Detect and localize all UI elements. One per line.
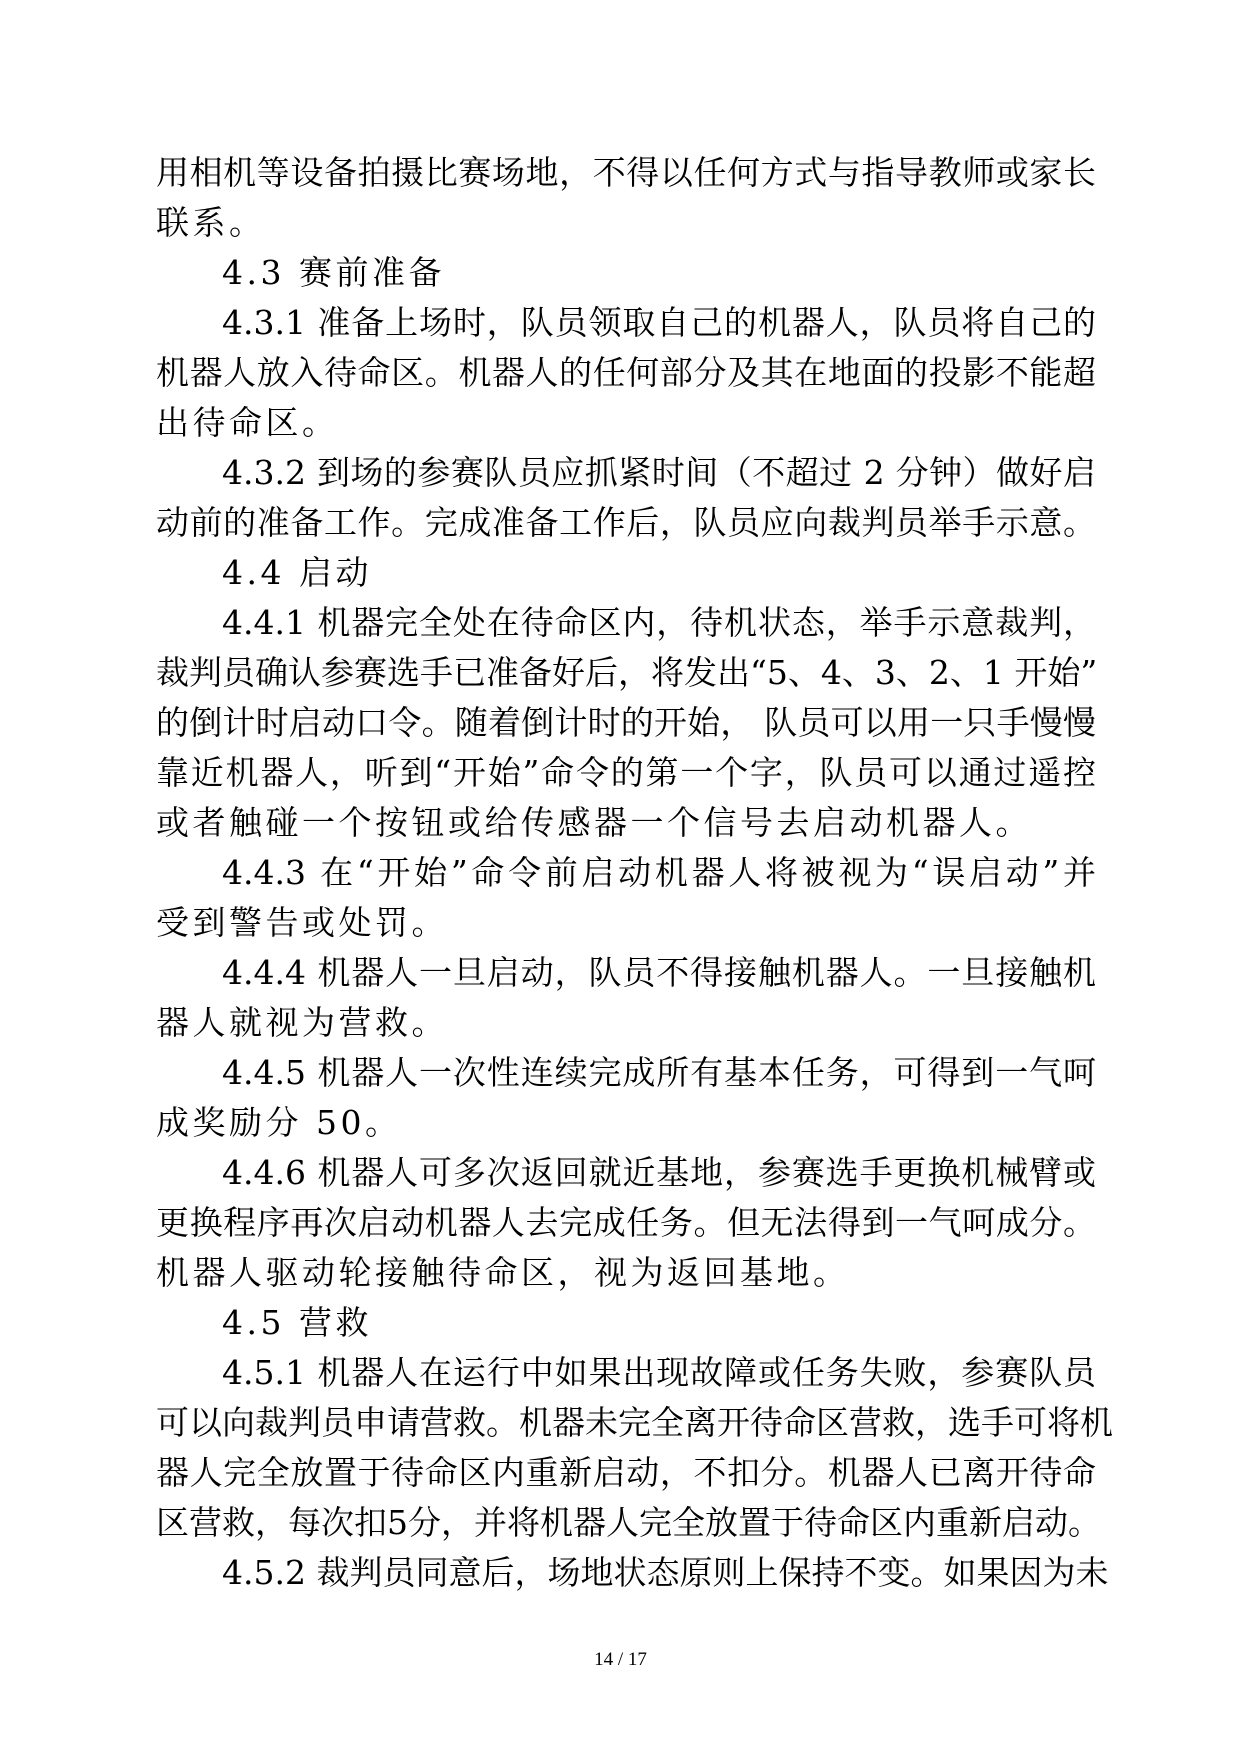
text-line: 4.5.1 机器人在运行中如果出现故障或任务失败，参赛队员 — [222, 1353, 1096, 1392]
text-line: 4.4.6 机器人可多次返回就近基地，参赛选手更换机械臂或 — [222, 1153, 1096, 1192]
text-line: 4.3.2 到场的参赛队员应抓紧时间（不超过 2 分钟）做好启 — [222, 453, 1096, 492]
text-line: 靠近机器人，听到“开始”命令的第一个字，队员可以通过遥控 — [156, 753, 1096, 792]
section-heading: 4.5 营救 — [222, 1303, 372, 1342]
text-line: 4.4.1 机器完全处在待命区内，待机状态，举手示意裁判， — [222, 603, 1096, 642]
document-body — [156, 148, 1113, 1598]
text-line: 用相机等设备拍摄比赛场地，不得以任何方式与指导教师或家长 — [156, 153, 1096, 192]
text-line: 4.4.4 机器人一旦启动，队员不得接触机器人。一旦接触机 — [222, 953, 1096, 992]
text-line: 的倒计时启动口令。随着倒计时的开始， 队员可以用一只手慢慢 — [156, 703, 1096, 742]
text-line: 器人就视为营救。 — [156, 1003, 448, 1042]
text-line: 受到警告或处罚。 — [156, 903, 448, 942]
text-line: 成奖励分 50。 — [156, 1103, 402, 1142]
text-line: 更换程序再次启动机器人去完成任务。但无法得到一气呵成分。 — [156, 1203, 1096, 1242]
text-line: 器人完全放置于待命区内重新启动，不扣分。机器人已离开待命 — [156, 1453, 1096, 1492]
text-line: 区营救，每次扣5分，并将机器人完全放置于待命区内重新启动。 — [156, 1503, 1101, 1542]
text-line: 或者触碰一个按钮或给传感器一个信号去启动机器人。 — [156, 803, 1032, 842]
text-line: 4.4.5 机器人一次性连续完成所有基本任务，可得到一气呵 — [222, 1053, 1096, 1092]
page-number: 14 / 17 — [594, 1649, 647, 1670]
text-line: 4.4.3 在“开始”命令前启动机器人将被视为“误启动”并 — [222, 853, 1096, 892]
text-line: 联系。 — [156, 203, 266, 242]
text-line: 可以向裁判员申请营救。机器未完全离开待命区营救，选手可将机 — [156, 1403, 1113, 1442]
section-heading: 4.4 启动 — [222, 553, 372, 592]
text-line: 机器人驱动轮接触待命区，视为返回基地。 — [156, 1253, 850, 1292]
text-line: 动前的准备工作。完成准备工作后，队员应向裁判员举手示意。 — [156, 503, 1096, 542]
text-line: 出待命区。 — [156, 403, 339, 442]
text-line: 裁判员确认参赛选手已准备好后，将发出“5、4、3、2、1 开始” — [156, 653, 1098, 692]
text-line: 4.5.2 裁判员同意后，场地状态原则上保持不变。如果因为未 — [222, 1553, 1109, 1592]
section-heading: 4.3 赛前准备 — [222, 253, 445, 292]
text-line: 4.3.1 准备上场时，队员领取自己的机器人，队员将自己的 — [222, 303, 1096, 342]
text-line: 机器人放入待命区。机器人的任何部分及其在地面的投影不能超 — [156, 353, 1096, 392]
